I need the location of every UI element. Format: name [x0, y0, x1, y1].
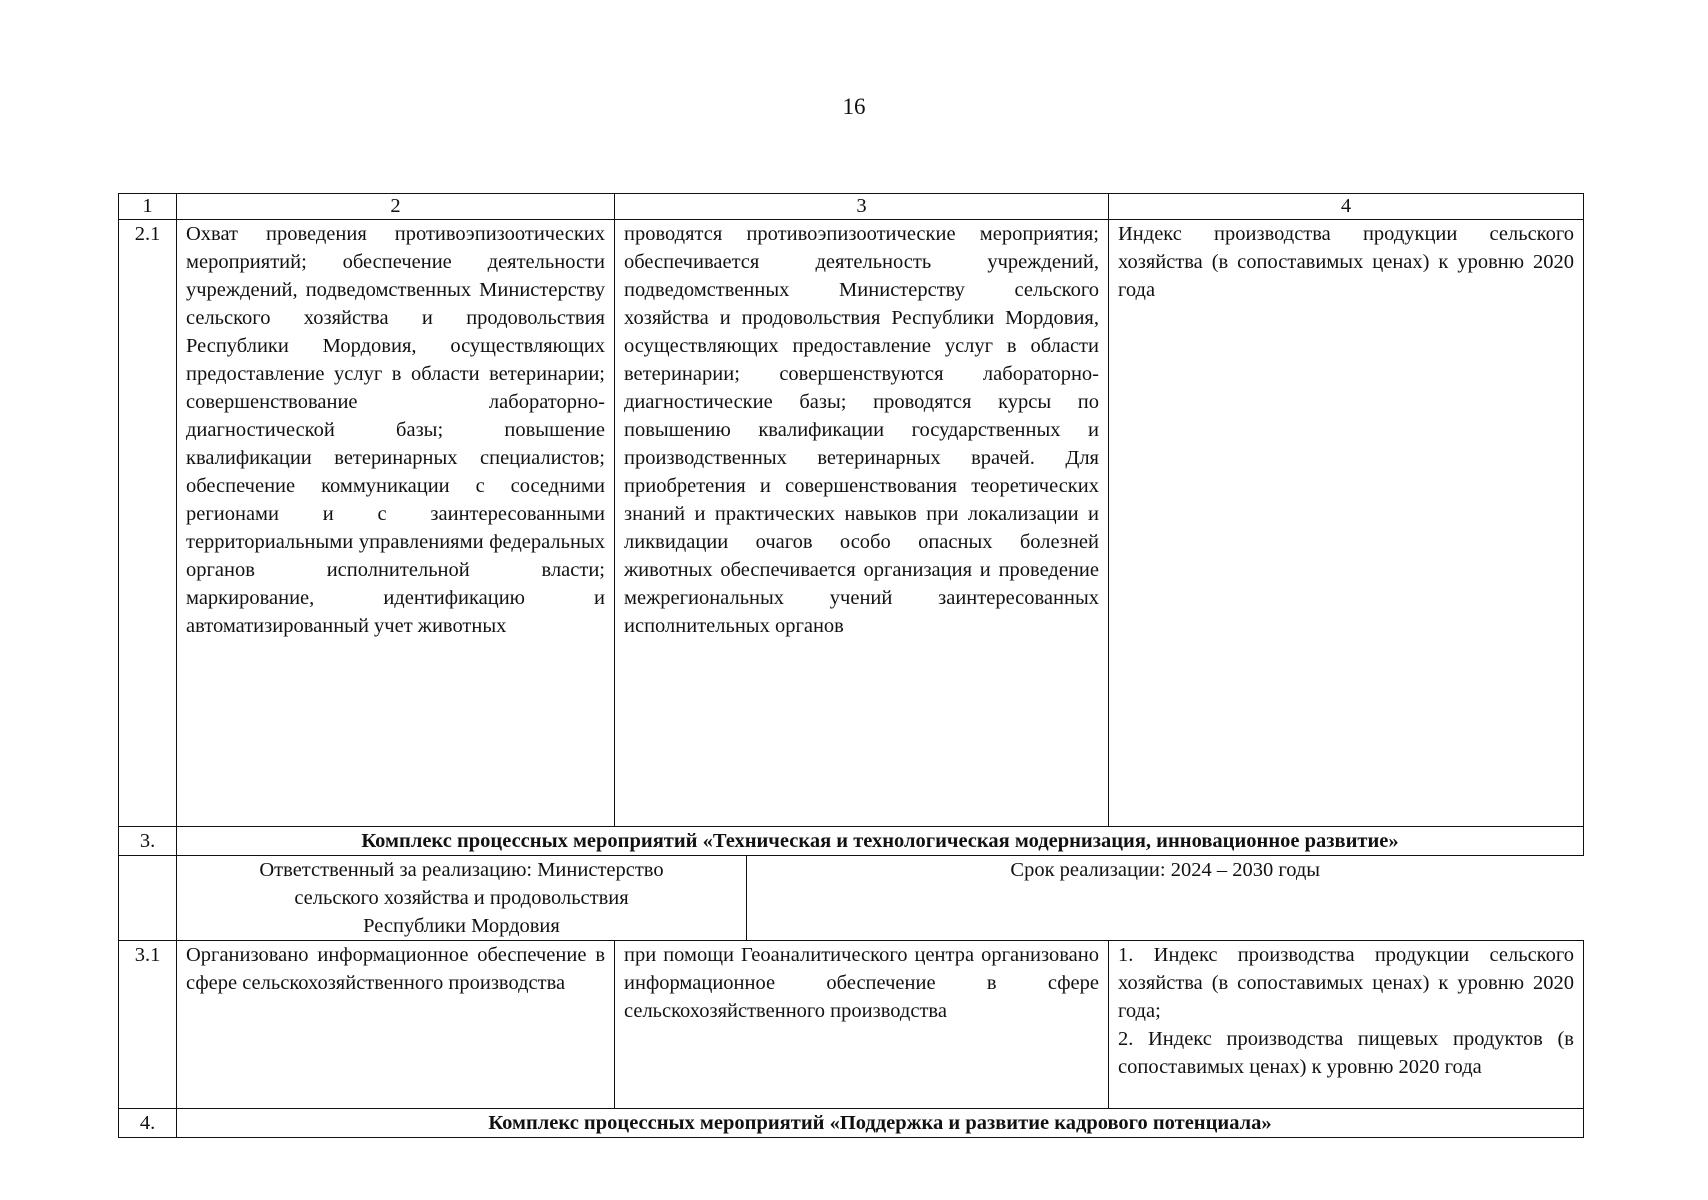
- table-row-2-1: [119, 220, 1584, 827]
- responsible-cell: [177, 856, 1584, 941]
- result-cell: проводятся противоэпизоотические мероприятия; обеспечивается деятельность учреждений, подведомственных Министерству сельского хозяйства и продовольствия Республики Мордовия, осуществляющих предоставление услуг в области ветеринарии; совершенствуются лабораторно-диагностические базы; проводятся курсы по повышению квалификации государственных и производственных ветеринарных врачей. Для приобретения и совершенствования теоретических знаний и практических навыков при локализации и ликвидации очагов особо опасных болезней животных обеспечивается организация и проведение межрегиональных учений заинтересованных исполнительных органов: [615, 220, 1109, 827]
- indicator-item: 1. Индекс производства продукции сельского хозяйства (в сопоставимых ценах) к уровню 2020 года;: [1118, 944, 1574, 1022]
- responsible-text: [177, 856, 747, 940]
- header-col-4: 4: [1109, 194, 1584, 220]
- indicator-cell: Индекс производства продукции сельского хозяйства (в сопоставимых ценах) к уровню 2020 года: [1109, 220, 1584, 827]
- empty-number-cell: [119, 856, 177, 941]
- section-title: Комплекс процессных мероприятий «Техническая и технологическая модернизация, инновационное развитие»: [177, 827, 1584, 856]
- row-number: 3.1: [119, 941, 177, 1109]
- indicator-item: 2. Индекс производства пищевых продуктов (в сопоставимых ценах) к уровню 2020 года: [1118, 1028, 1574, 1078]
- section-title: Комплекс процессных мероприятий «Поддержка и развитие кадрового потенциала»: [177, 1109, 1584, 1138]
- responsible-row: [119, 856, 1584, 941]
- section-number: 4.: [119, 1109, 177, 1138]
- responsible-line: Республики Мордовия: [363, 915, 560, 937]
- indicator-cell: [1109, 941, 1584, 1109]
- row-number: 2.1: [119, 220, 177, 827]
- header-col-1: 1: [119, 194, 177, 220]
- measures-table: [118, 193, 1584, 1138]
- implementation-period: Срок реализации: 2024 – 2030 годы: [1010, 859, 1321, 881]
- responsible-line: сельского хозяйства и продовольствия: [294, 887, 629, 909]
- header-col-2: 2: [177, 194, 615, 220]
- header-col-3: 3: [615, 194, 1109, 220]
- table-row-3-1: [119, 941, 1584, 1109]
- task-cell: Организовано информационное обеспечение в сфере сельскохозяйственного производства: [177, 941, 615, 1109]
- table-header-row: [119, 194, 1584, 220]
- responsible-line: Ответственный за реализацию: Министерство: [259, 859, 664, 881]
- task-cell: Охват проведения противоэпизоотических мероприятий; обеспечение деятельности учреждений, подведомственных Министерству сельского хозяйства и продовольствия Республики Мордовия, осуществляющих предоставление услуг в области ветеринарии; совершенствование лабораторно-диагностической базы; повышение квалификации ветеринарных специалистов; обеспечение коммуникации с соседними регионами и с заинтересованными территориальными управлениями федеральных органов исполнительной власти; маркирование, идентификацию и автоматизированный учет животных: [177, 220, 615, 827]
- section-number: 3.: [119, 827, 177, 856]
- page-number: 16: [842, 94, 866, 119]
- result-cell: при помощи Геоаналитического центра организовано информационное обеспечение в сфере сельскохозяйственного производства: [615, 941, 1109, 1109]
- section-row-3: [119, 827, 1584, 856]
- section-row-4: [119, 1109, 1584, 1138]
